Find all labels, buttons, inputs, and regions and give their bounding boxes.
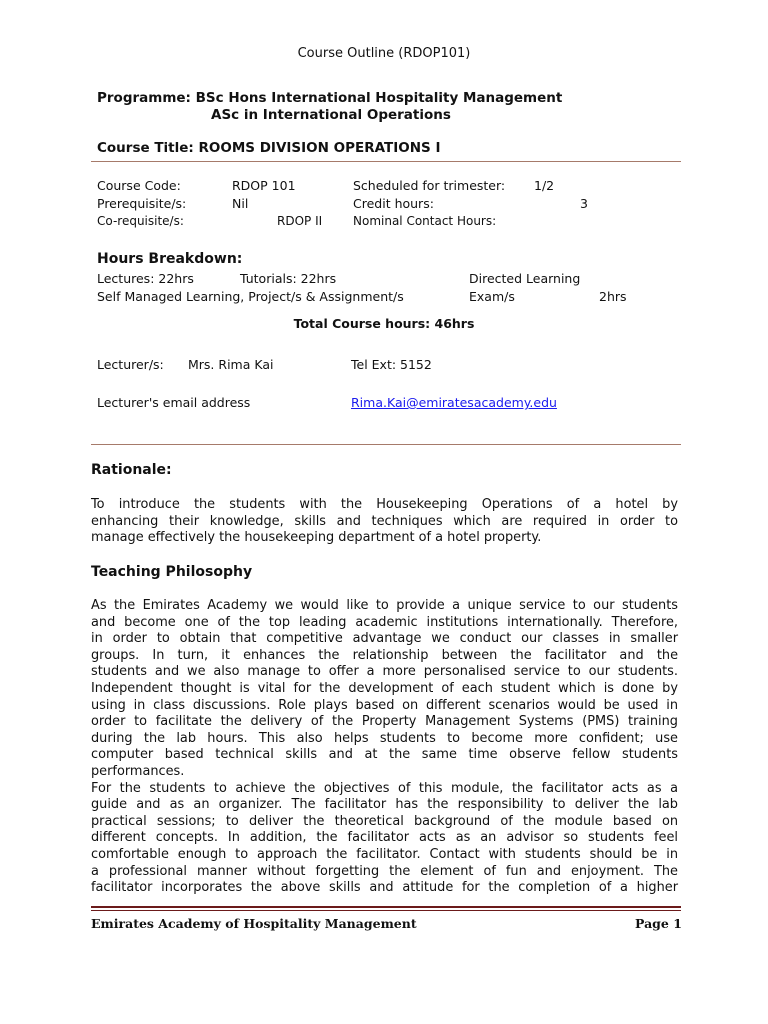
page-header-title: Course Outline (RDOP101) bbox=[297, 46, 471, 61]
trimester-value: 1/2 bbox=[534, 178, 555, 193]
philosophy-line: order to facilitate the delivery of the Property Management Systems (PMS) training bbox=[91, 714, 678, 730]
philosophy-line: different concepts. In addition, the facilitator acts as an advisor so students feel bbox=[91, 830, 678, 846]
footer-institution: Emirates Academy of Hospitality Management bbox=[91, 916, 417, 931]
rationale-paragraph bbox=[91, 497, 678, 547]
philosophy-line: students and we also manage to offer a more personalised service to our students. bbox=[91, 664, 678, 680]
footer-divider bbox=[91, 906, 681, 908]
rationale-line: To introduce the students with the Housekeeping Operations of a hotel by bbox=[91, 497, 678, 512]
corequisite-value: RDOP II bbox=[277, 214, 323, 228]
prerequisite-label: Prerequisite/s: bbox=[97, 196, 187, 211]
footer-page-number: Page 1 bbox=[635, 916, 682, 931]
teaching-philosophy-paragraph bbox=[91, 598, 678, 897]
philosophy-line: As the Emirates Academy we would like to provide a unique service to our students bbox=[91, 598, 678, 613]
footer-divider bbox=[91, 910, 681, 911]
philosophy-line: practical sessions; to deliver the theoretical background of the module based on bbox=[91, 813, 678, 829]
section-divider bbox=[91, 161, 681, 162]
credit-hours-label: Credit hours: bbox=[353, 196, 434, 211]
hours-breakdown-heading: Hours Breakdown: bbox=[97, 251, 243, 267]
programme-line-1: Programme: BSc Hons International Hospitality Management bbox=[97, 90, 563, 106]
tutorials-hours: Tutorials: 22hrs bbox=[240, 271, 337, 286]
nominal-contact-hours-label: Nominal Contact Hours: bbox=[353, 214, 497, 228]
lecturer-name: Mrs. Rima Kai bbox=[188, 357, 274, 372]
philosophy-line: a professional manner without forgetting the element of fun and enjoyment. The bbox=[91, 863, 678, 879]
philosophy-line: computer based technical skills and at the same time observe fellow students bbox=[91, 747, 678, 763]
philosophy-line: facilitator incorporates the above skills and attitude for the completion of a higher bbox=[91, 880, 678, 896]
section-divider bbox=[91, 444, 681, 445]
course-code-value: RDOP 101 bbox=[232, 178, 296, 193]
programme-line-2: ASc in International Operations bbox=[211, 107, 451, 123]
telephone-extension: Tel Ext: 5152 bbox=[351, 357, 432, 372]
lecturer-email-link[interactable]: Rima.Kai@emiratesacademy.edu bbox=[351, 395, 557, 410]
rationale-heading: Rationale: bbox=[91, 462, 172, 478]
course-title: Course Title: ROOMS DIVISION OPERATIONS I bbox=[97, 140, 441, 156]
corequisite-label: Co-requisite/s: bbox=[97, 214, 184, 228]
philosophy-line: guide and as an organizer. The facilitator has the responsibility to deliver the lab bbox=[91, 797, 678, 813]
philosophy-line: Independent thought is vital for the development of each student which is done by bbox=[91, 680, 678, 696]
rationale-line: manage effectively the housekeeping department of a hotel property. bbox=[91, 530, 542, 546]
philosophy-line: comfortable enough to approach the facilitator. Contact with students should be in bbox=[91, 846, 678, 862]
self-managed-learning-label: Self Managed Learning, Project/s & Assignment/s bbox=[97, 289, 404, 304]
teaching-philosophy-heading: Teaching Philosophy bbox=[91, 564, 253, 580]
prerequisite-value: Nil bbox=[232, 196, 249, 211]
lectures-hours: Lectures: 22hrs bbox=[97, 271, 194, 286]
philosophy-line: For the students to achieve the objectives of this module, the facilitator acts as a bbox=[91, 780, 678, 796]
philosophy-line: groups. In turn, it enhances the relationship between the facilitator and the bbox=[91, 647, 678, 663]
philosophy-line: during the lab hours. This also helps students to become more confident; use bbox=[91, 730, 678, 746]
lecturer-label: Lecturer/s: bbox=[97, 357, 164, 372]
philosophy-line: performances. bbox=[91, 763, 185, 779]
philosophy-line: in order to obtain that competitive advantage we conduct our classes in smaller bbox=[91, 631, 678, 647]
philosophy-line: using in class discussions. Role plays based on different scenarios would be used in bbox=[91, 697, 678, 713]
total-course-hours: Total Course hours: 46hrs bbox=[293, 316, 475, 331]
directed-learning-label: Directed Learning bbox=[469, 271, 581, 286]
rationale-line: enhancing their knowledge, skills and techniques which are required in order to bbox=[91, 513, 678, 529]
exam-hours: 2hrs bbox=[599, 289, 627, 304]
email-label: Lecturer's email address bbox=[97, 395, 251, 410]
exam-label: Exam/s bbox=[469, 289, 515, 304]
trimester-label: Scheduled for trimester: bbox=[353, 178, 506, 193]
philosophy-line: and become one of the top leading academic institutions internationally. Therefore, bbox=[91, 614, 678, 630]
course-code-label: Course Code: bbox=[97, 178, 181, 193]
credit-hours-value: 3 bbox=[580, 196, 588, 211]
